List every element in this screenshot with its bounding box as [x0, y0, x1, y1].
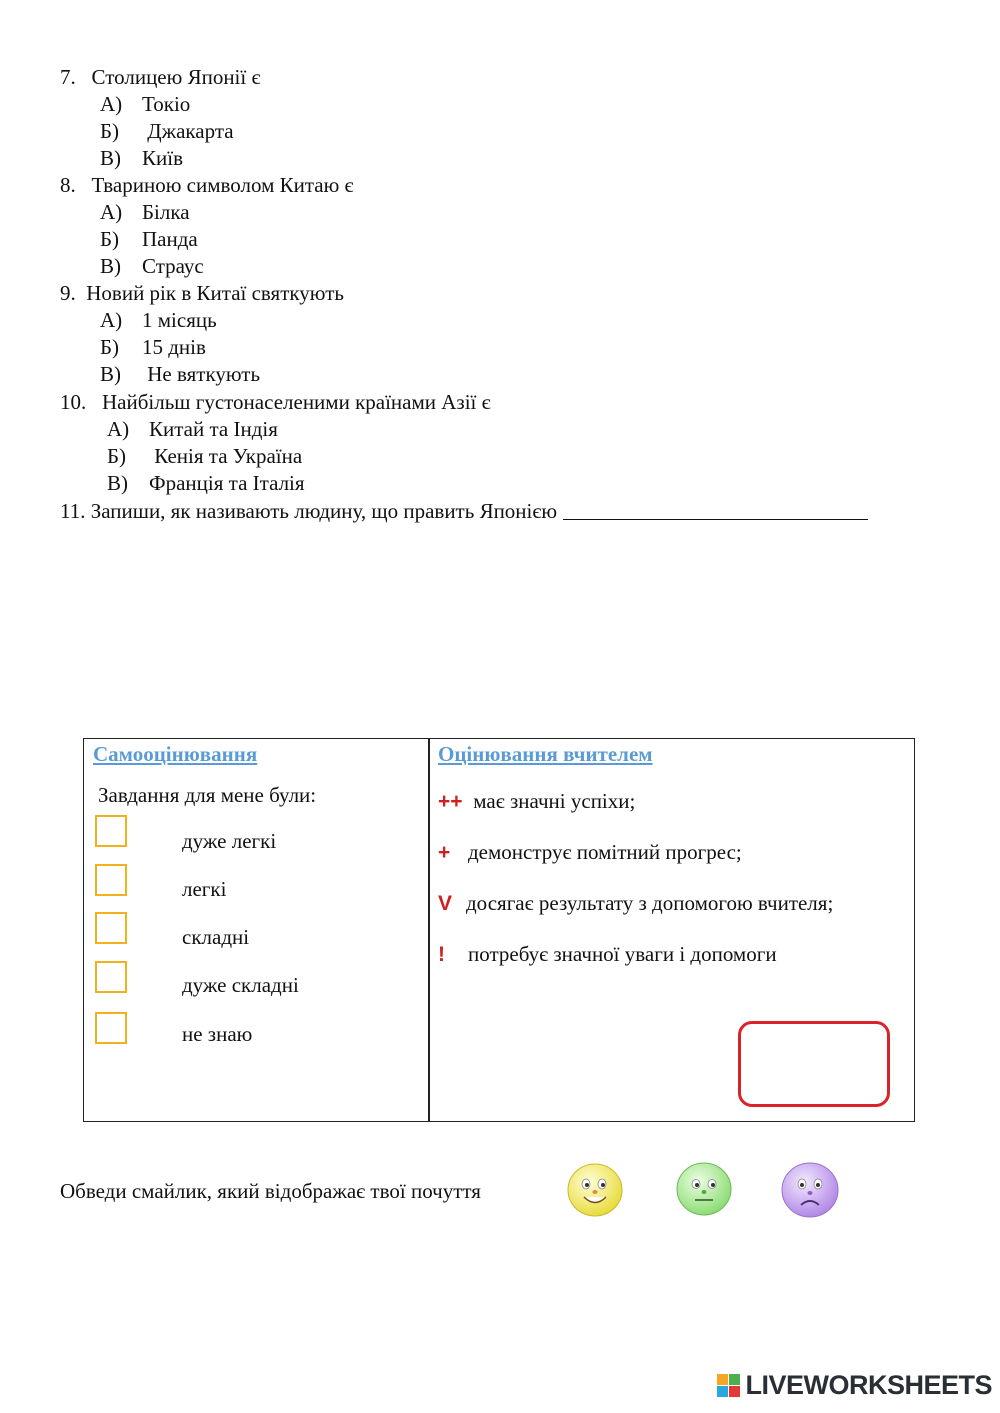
teacher-assessment-title: Оцінювання вчителем — [438, 742, 653, 766]
logo-squares-icon — [717, 1374, 740, 1397]
checkbox-dont-know[interactable] — [95, 1012, 127, 1044]
grade-box[interactable] — [738, 1021, 890, 1107]
self-assessment-title: Самооцінювання — [93, 742, 258, 766]
checkbox-very-easy[interactable] — [95, 815, 127, 847]
question-10-option-a[interactable]: А) Китай та Індія — [107, 417, 278, 441]
sad-smiley-icon[interactable] — [780, 1161, 840, 1219]
logo-text: LIVEWORKSHEETS — [745, 1370, 992, 1400]
self-option-hard: складні — [182, 925, 250, 949]
happy-smiley-icon[interactable] — [566, 1162, 624, 1218]
question-8: 8. Твариною символом Китаю є — [60, 173, 354, 197]
teacher-item-progress: + демонструє помітний прогрес; — [438, 840, 742, 864]
question-10-option-b[interactable]: Б) Кенія та Україна — [107, 444, 303, 468]
self-option-very-easy: дуже легкі — [182, 829, 277, 853]
self-assessment-intro: Завдання для мене були: — [98, 783, 317, 807]
question-7-option-a[interactable]: А) Токіо — [100, 92, 191, 116]
question-8-option-b[interactable]: Б) Панда — [100, 227, 198, 251]
teacher-item-needs-attention: ! потребує значної уваги і допомоги — [438, 942, 777, 966]
question-9-option-b[interactable]: Б) 15 днів — [100, 335, 206, 359]
teacher-item-great-success: ++ має значні успіхи; — [438, 789, 636, 813]
question-7: 7. Столицею Японії є — [60, 65, 261, 89]
table-divider — [428, 739, 430, 1121]
question-7-option-c[interactable]: В) Київ — [100, 146, 183, 170]
neutral-smiley-icon[interactable] — [675, 1161, 733, 1217]
question-10: 10. Найбільш густонаселеними країнами Азії є — [60, 390, 491, 414]
self-option-easy: легкі — [182, 877, 227, 901]
assessment-table — [83, 738, 915, 1122]
question-9-option-c[interactable]: В) Не вяткують — [100, 362, 261, 386]
checkbox-hard[interactable] — [95, 912, 127, 944]
question-11-answer-field[interactable] — [563, 499, 868, 520]
checkbox-very-hard[interactable] — [95, 961, 127, 993]
question-7-option-b[interactable]: Б) Джакарта — [100, 119, 234, 143]
checkbox-easy[interactable] — [95, 864, 127, 896]
question-8-option-a[interactable]: А) Білка — [100, 200, 190, 224]
question-10-option-c[interactable]: В) Франція та Італія — [107, 471, 305, 495]
question-11: 11. Запиши, як називають людину, що править Японією — [60, 498, 868, 524]
self-option-very-hard: дуже складні — [182, 973, 299, 997]
liveworksheets-logo[interactable] — [717, 1370, 992, 1401]
question-9: 9. Новий рік в Китаї святкують — [60, 281, 344, 305]
mood-prompt: Обведи смайлик, який відображає твої почуття — [60, 1179, 481, 1203]
self-option-dont-know: не знаю — [182, 1022, 253, 1046]
teacher-item-with-help: V досягає результату з допомогою вчителя; — [438, 891, 834, 915]
question-9-option-a[interactable]: А) 1 місяць — [100, 308, 217, 332]
question-8-option-c[interactable]: В) Страус — [100, 254, 204, 278]
